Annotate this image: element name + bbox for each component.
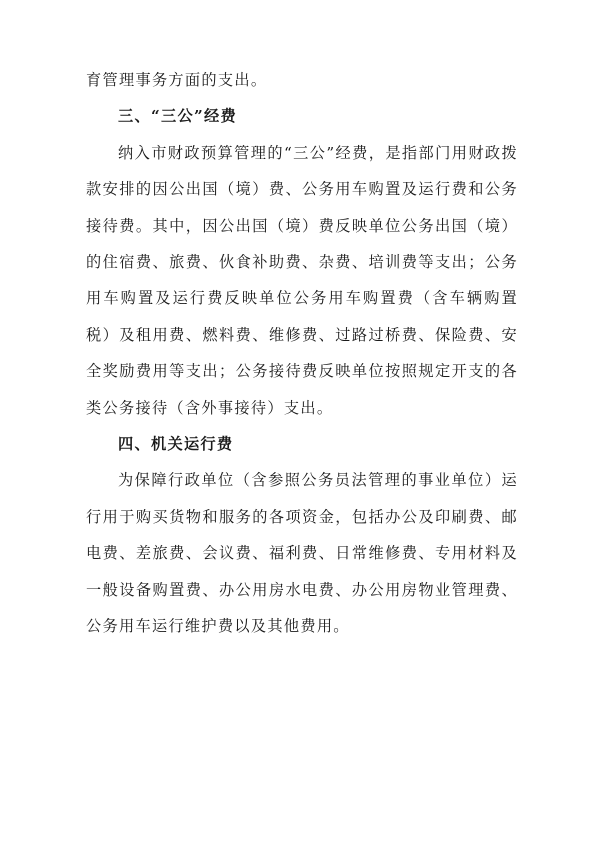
section-body-three-public-expenses: 纳入市财政预算管理的“三公”经费，是指部门用财政拨款安排的因公出国（境）费、公务用车购置及运行费和公务接待费。其中，因公出国（境）费反映单位公务出国（境）的住宿费、旅费、伙食补助费、杂费、培训费等支出；公务用车购置及运行费反映单位公务用车购置费（含车辆购置税）及租用费、燃料费、维修费、过路过桥费、保险费、安全奖励费用等支出；公务接待费反映单位按照规定开支的各类公务接待（含外事接待）支出。	[86, 143, 518, 417]
document-page	[86, 62, 518, 645]
section-heading-three-public-expenses: 三、“三公”经费	[118, 107, 237, 126]
section-heading-operating-costs: 四、机关运行费	[118, 435, 234, 454]
continuation-paragraph: 育管理事务方面的支出。	[86, 71, 268, 89]
section-body-operating-costs: 为保障行政单位（含参照公务员法管理的事业单位）运行用于购买货物和服务的各项资金，包括办公及印刷费、邮电费、差旅费、会议费、福利费、日常维修费、专用材料及一般设备购置费、办公用房水电费、办公用房物业管理费、公务用车运行维护费以及其他费用。	[86, 471, 518, 636]
